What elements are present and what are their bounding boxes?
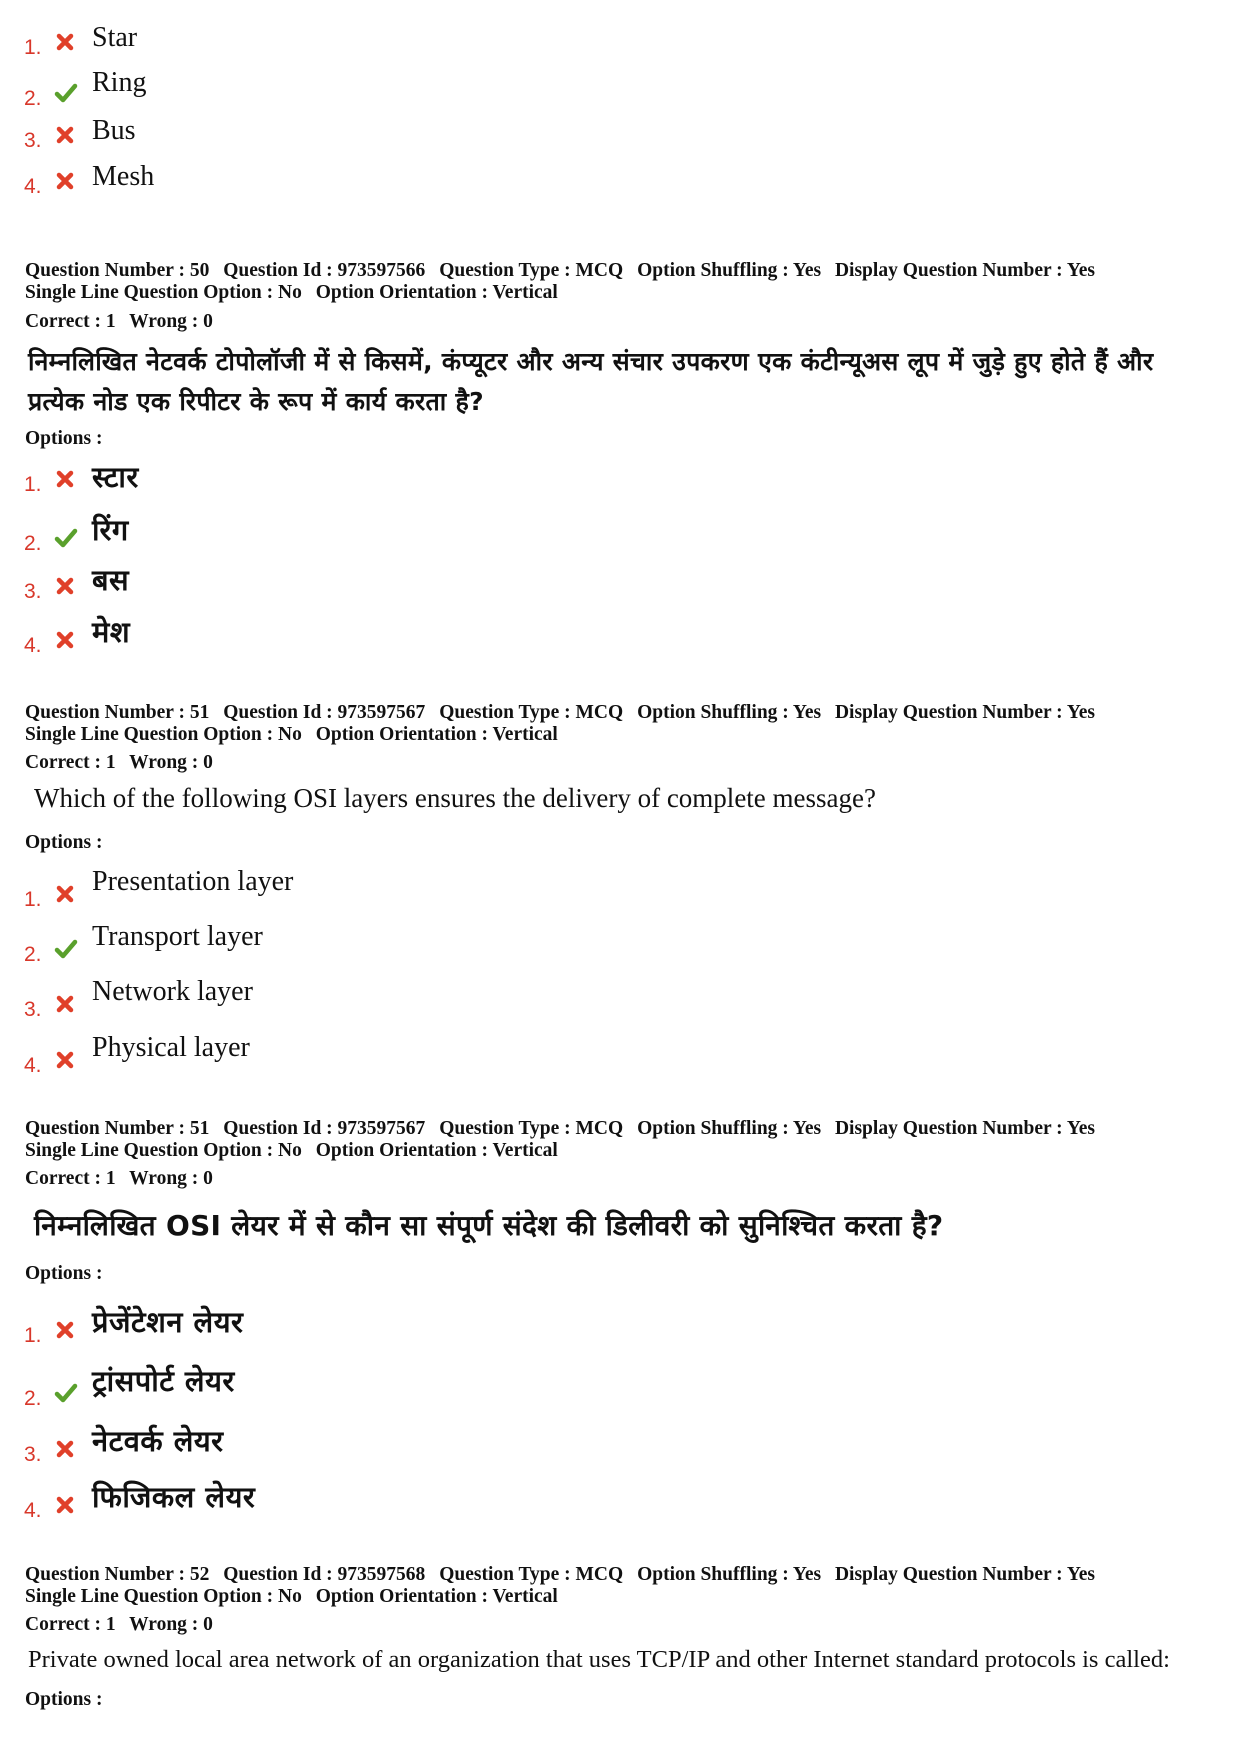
option-shuffling: Option Shuffling : Yes (637, 702, 822, 723)
check-icon (54, 527, 76, 549)
option-text: स्टार (92, 460, 139, 494)
question-number: Question Number : 52 (25, 1564, 210, 1585)
correct-marks: Correct : 1 (25, 752, 116, 773)
option-text: Transport layer (92, 921, 263, 952)
question-text: निम्नलिखित OSI लेयर में से कौन सा संपूर्ण संदेश की डिलीवरी को सुनिश्चित करता है? (34, 1209, 944, 1242)
question-id: Question Id : 973597567 (223, 702, 426, 723)
option-text: बस (92, 563, 130, 597)
cross-icon (54, 1049, 76, 1071)
cross-icon (54, 993, 76, 1015)
wrong-marks: Wrong : 0 (129, 1614, 213, 1635)
question-type: Question Type : MCQ (439, 1118, 624, 1139)
question-meta (25, 1118, 1104, 1162)
option-text: Physical layer (92, 1032, 250, 1063)
option-shuffling: Option Shuffling : Yes (637, 1564, 822, 1585)
option-orientation: Option Orientation : Vertical (315, 1140, 558, 1161)
option-text: Mesh (92, 161, 155, 192)
option-number: 2. (24, 943, 42, 966)
check-icon (54, 82, 76, 104)
question-meta (25, 260, 1104, 304)
question-id: Question Id : 973597568 (223, 1564, 426, 1585)
option-text: Ring (92, 67, 147, 98)
option-orientation: Option Orientation : Vertical (315, 1586, 558, 1607)
option-number: 3. (24, 129, 42, 152)
option-number: 3. (24, 580, 42, 603)
question-text: Which of the following OSI layers ensures the delivery of complete message? (34, 783, 876, 813)
single-line-option: Single Line Question Option : No (25, 282, 302, 303)
cross-icon (54, 31, 76, 53)
option-orientation: Option Orientation : Vertical (315, 282, 558, 303)
single-line-option: Single Line Question Option : No (25, 724, 302, 745)
marks-line (25, 311, 222, 333)
option-number: 2. (24, 532, 42, 555)
option-text: Network layer (92, 976, 253, 1007)
display-question-number: Display Question Number : Yes (834, 702, 1095, 723)
option-text: Star (92, 22, 138, 53)
option-shuffling: Option Shuffling : Yes (637, 1118, 822, 1139)
marks-line (25, 1168, 222, 1190)
check-icon (54, 938, 76, 960)
wrong-marks: Wrong : 0 (129, 1168, 213, 1189)
cross-icon (54, 468, 76, 490)
option-shuffling: Option Shuffling : Yes (637, 260, 822, 281)
wrong-marks: Wrong : 0 (129, 752, 213, 773)
correct-marks: Correct : 1 (25, 1168, 116, 1189)
cross-icon (54, 1494, 76, 1516)
cross-icon (54, 629, 76, 651)
option-orientation: Option Orientation : Vertical (315, 724, 558, 745)
question-number: Question Number : 51 (25, 702, 210, 723)
option-text: फिजिकल लेयर (92, 1480, 256, 1514)
option-text: प्रेजेंटेशन लेयर (92, 1305, 244, 1339)
question-type: Question Type : MCQ (439, 1564, 624, 1585)
options-label: Options : (25, 832, 103, 853)
correct-marks: Correct : 1 (25, 311, 116, 332)
single-line-option: Single Line Question Option : No (25, 1586, 302, 1607)
cross-icon (54, 883, 76, 905)
check-icon (54, 1382, 76, 1404)
question-number: Question Number : 51 (25, 1118, 210, 1139)
question-type: Question Type : MCQ (439, 702, 624, 723)
options-label: Options : (25, 428, 103, 449)
option-text: रिंग (92, 513, 129, 547)
options-label: Options : (25, 1689, 103, 1710)
cross-icon (54, 170, 76, 192)
wrong-marks: Wrong : 0 (129, 311, 213, 332)
question-meta (25, 1564, 1104, 1608)
question-text: निम्नलिखित नेटवर्क टोपोलॉजी में से किसमें, कंप्यूटर और अन्य संचार उपकरण एक कंटीन्यूअस लूप में जुड़े हुए होते हैं और प्रत्येक नोड एक रिपीटर के रूप में कार्य करता है? (28, 347, 1154, 416)
question-type: Question Type : MCQ (439, 260, 624, 281)
single-line-option: Single Line Question Option : No (25, 1140, 302, 1161)
options-label: Options : (25, 1263, 103, 1284)
option-number: 1. (24, 888, 42, 911)
option-text: Bus (92, 115, 136, 146)
correct-marks: Correct : 1 (25, 1614, 116, 1635)
cross-icon (54, 1438, 76, 1460)
option-number: 1. (24, 36, 42, 59)
option-text: नेटवर्क लेयर (92, 1424, 224, 1458)
option-number: 2. (24, 87, 42, 110)
option-number: 1. (24, 1324, 42, 1347)
option-number: 2. (24, 1387, 42, 1410)
cross-icon (54, 575, 76, 597)
option-text: मेश (92, 615, 131, 649)
option-number: 3. (24, 998, 42, 1021)
question-number: Question Number : 50 (25, 260, 210, 281)
marks-line (25, 752, 222, 774)
marks-line (25, 1614, 222, 1636)
question-meta (25, 702, 1104, 746)
question-text: Private owned local area network of an organization that uses TCP/IP and other Internet standard protocols is called: (28, 1646, 1170, 1673)
display-question-number: Display Question Number : Yes (834, 260, 1095, 281)
cross-icon (54, 1319, 76, 1341)
option-number: 4. (24, 175, 42, 198)
option-number: 4. (24, 634, 42, 657)
cross-icon (54, 124, 76, 146)
option-number: 4. (24, 1054, 42, 1077)
option-text: Presentation layer (92, 866, 294, 897)
display-question-number: Display Question Number : Yes (834, 1118, 1095, 1139)
option-number: 3. (24, 1443, 42, 1466)
display-question-number: Display Question Number : Yes (834, 1564, 1095, 1585)
option-number: 1. (24, 473, 42, 496)
question-id: Question Id : 973597567 (223, 1118, 426, 1139)
option-number: 4. (24, 1499, 42, 1522)
question-id: Question Id : 973597566 (223, 260, 426, 281)
option-text: ट्रांसपोर्ट लेयर (92, 1364, 235, 1398)
